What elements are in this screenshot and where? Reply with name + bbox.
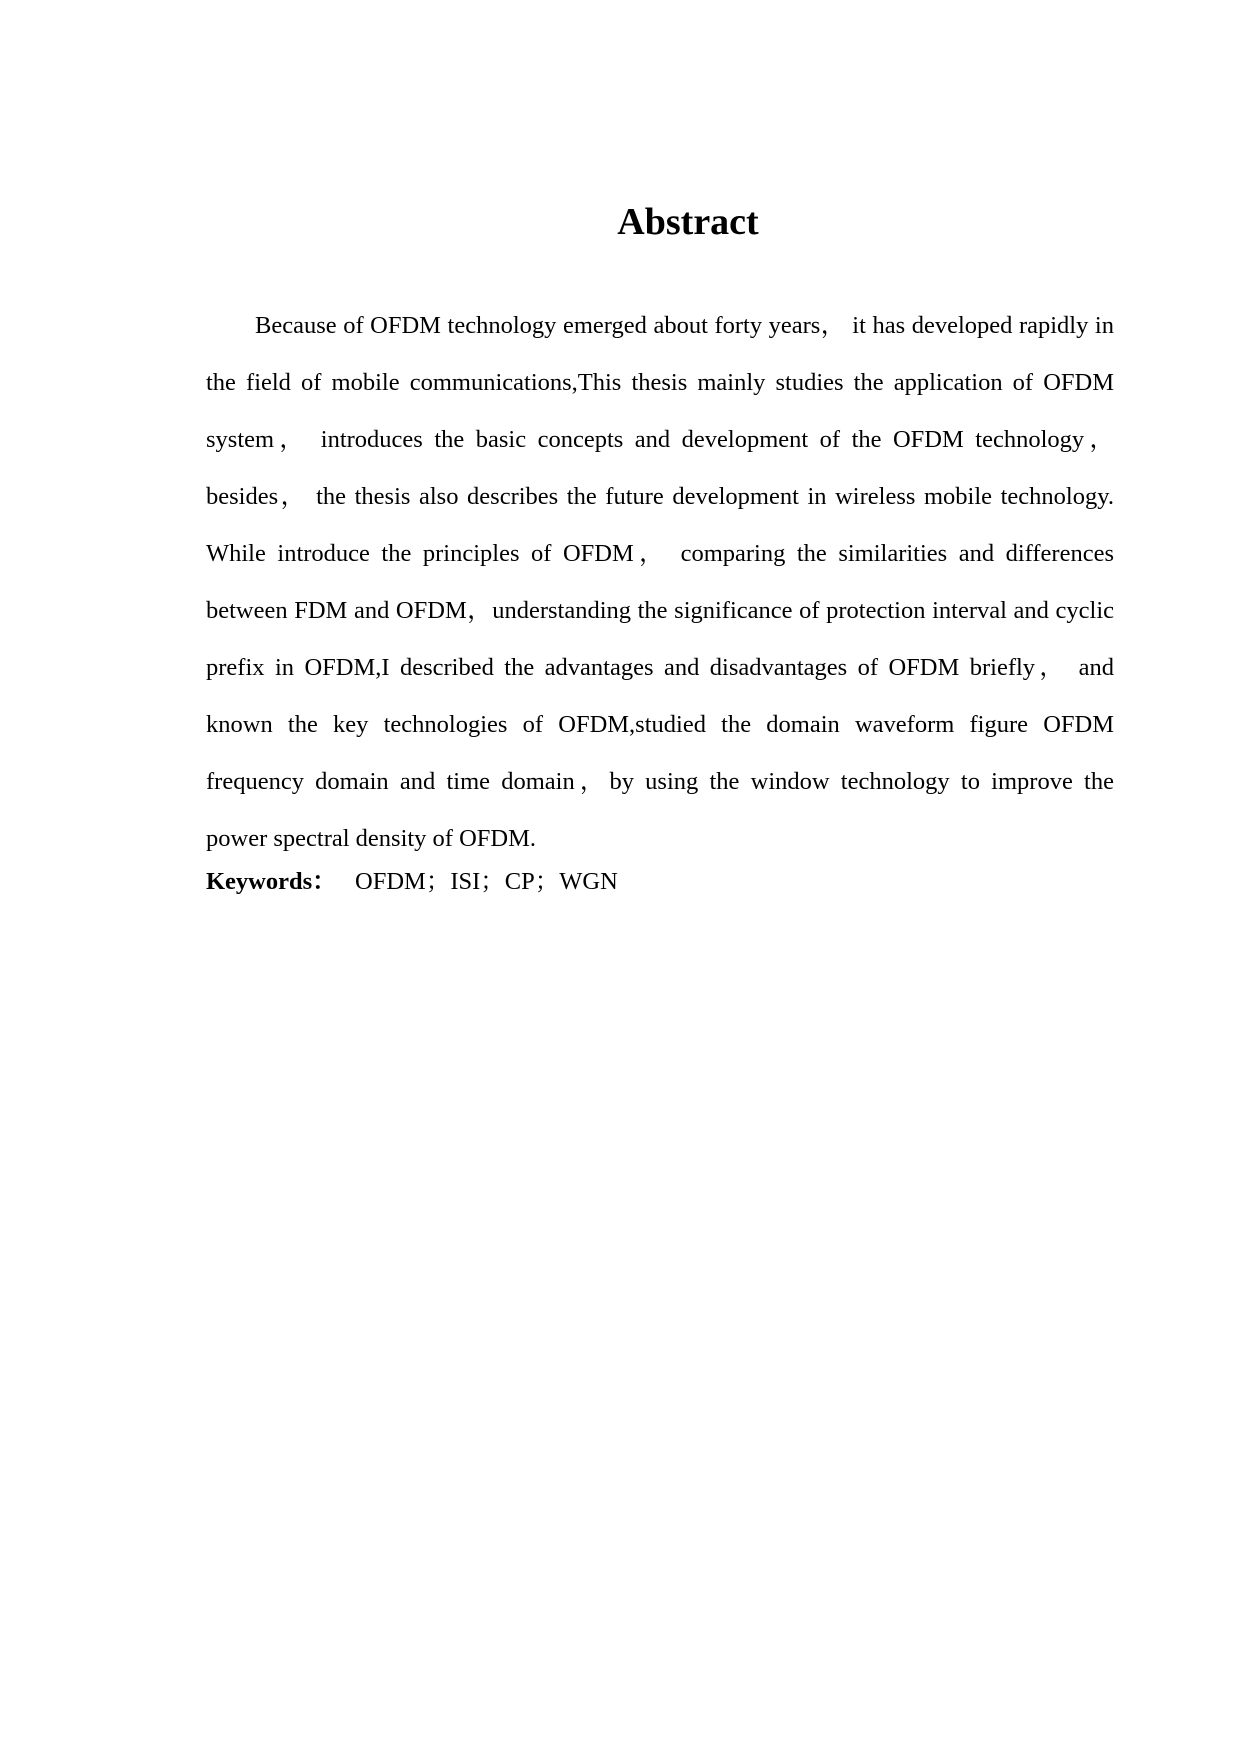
keywords-values: OFDM；ISI；CP；WGN	[355, 868, 618, 895]
abstract-paragraph: Because of OFDM technology emerged about forty years， it has developed rapidly in the field of mobile communications,This thesis mainly studies the application of OFDM system， introduces the basic concepts and development of the OFDM technology， besides， the thesis also describes the future development in wireless mobile technology. While introduce the principles of OFDM， comparing the similarities and differences between FDM and OFDM，understanding the significance of protection interval and cyclic prefix in OFDM,I described the advantages and disadvantages of OFDM briefly， and known the key technologies of OFDM,studied the domain waveform figure OFDM frequency domain and time domain，by using the window technology to improve the power spectral density of OFDM.	[206, 312, 1114, 852]
keywords-label: Keywords：	[206, 868, 337, 895]
page-title: Abstract	[617, 201, 759, 243]
keywords-line	[206, 853, 1114, 910]
